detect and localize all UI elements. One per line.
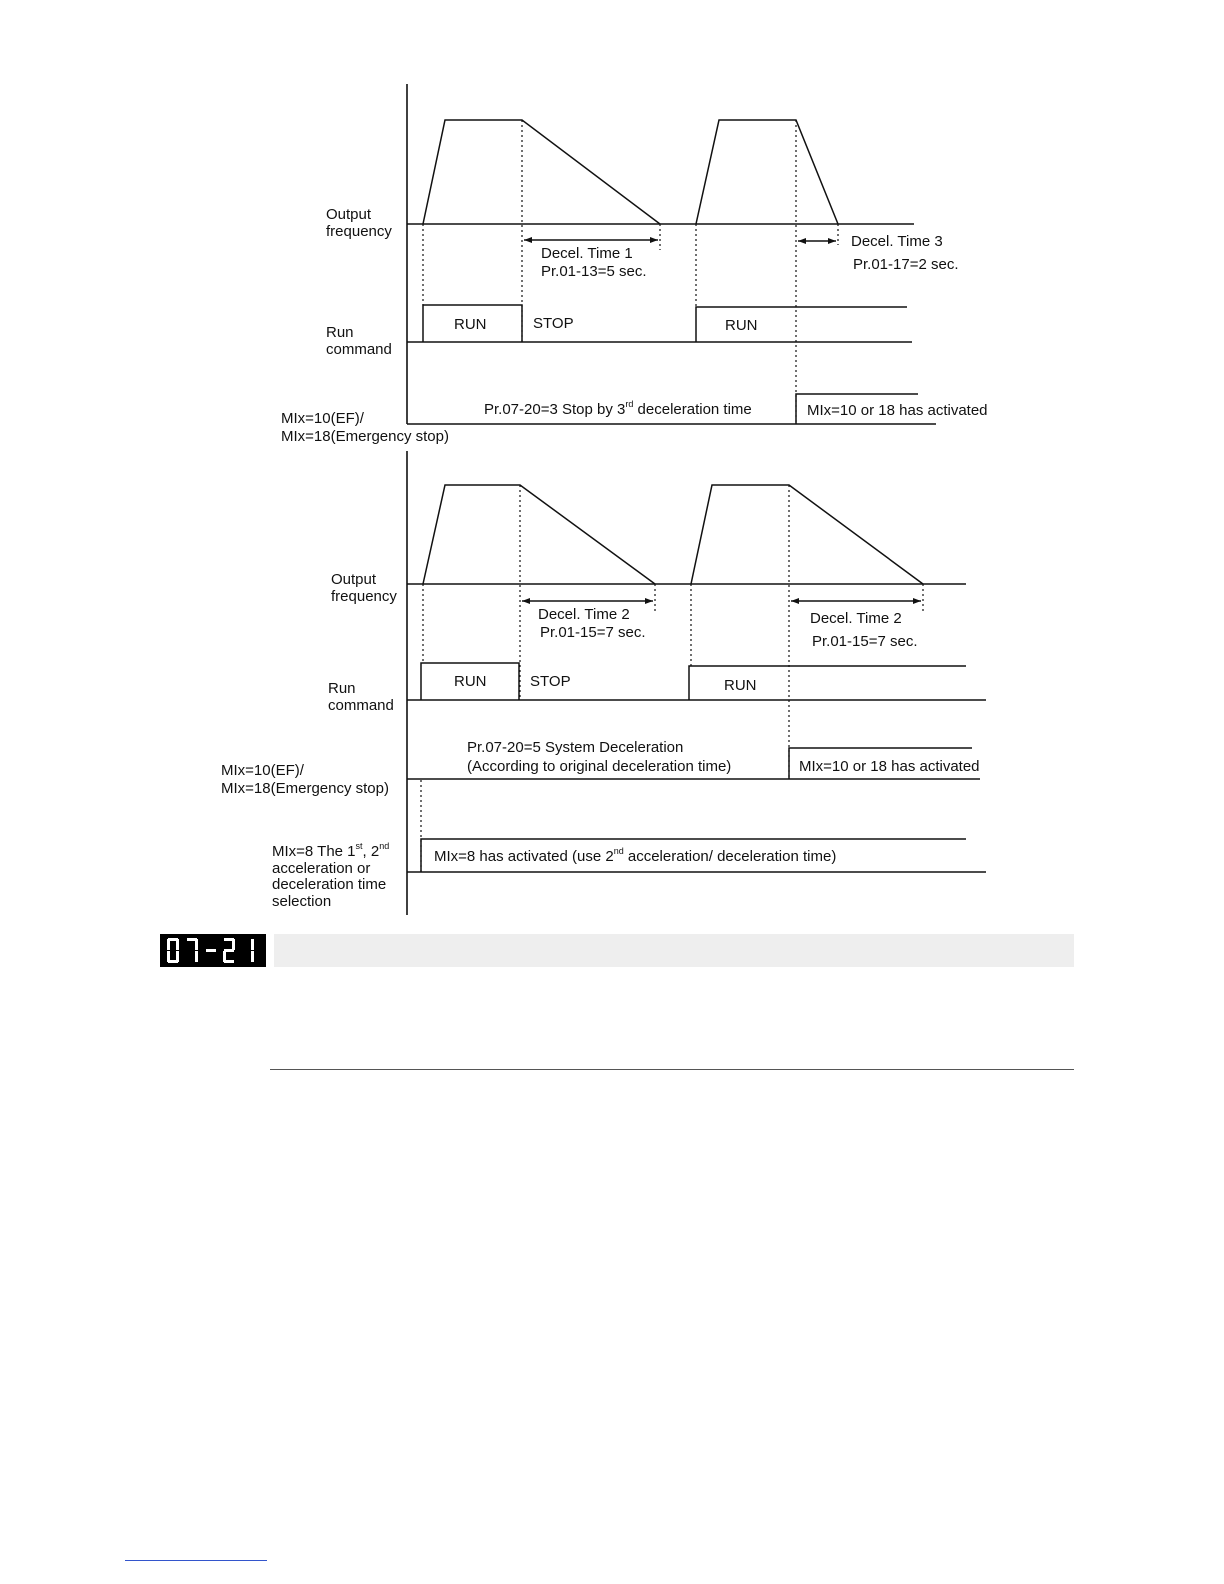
- output-frequency-label-2: Output: [331, 571, 377, 588]
- frequency-profile-3: [423, 485, 655, 584]
- output-frequency-label: Output: [326, 206, 372, 223]
- svg-text:Pr.01-17=2 sec.: Pr.01-17=2 sec.: [853, 256, 959, 273]
- separator-rule: [270, 1069, 1074, 1070]
- parameter-header: [160, 934, 1074, 967]
- emergency-label-2: MIx=10(EF)/: [221, 762, 304, 779]
- run-label-4: RUN: [724, 677, 757, 694]
- frequency-profile-4: [691, 485, 923, 584]
- segment-b: [176, 939, 179, 950]
- emergency-label: MIx=10(EF)/: [281, 410, 364, 427]
- svg-text:Pr.01-15=7 sec.: Pr.01-15=7 sec.: [540, 624, 646, 641]
- mix8-activated-note: MIx=8 has activated (use 2nd acceleration/ deceleration time): [434, 846, 837, 865]
- run-label: RUN: [454, 316, 487, 333]
- decel-time-2-label-b: Decel. Time 2: [810, 610, 902, 627]
- svg-text:(According to original deceler: (According to original deceleration time): [467, 758, 732, 775]
- decel-time-1-label: Decel. Time 1: [541, 245, 633, 262]
- segment-b: [232, 939, 235, 950]
- parameter-code-display: [160, 934, 266, 967]
- run-label-2: RUN: [725, 317, 758, 334]
- segment-f: [167, 939, 170, 950]
- svg-text:MIx=18(Emergency stop): MIx=18(Emergency stop): [221, 780, 389, 797]
- activated-note: MIx=10 or 18 has activated: [807, 402, 988, 419]
- svg-text:Pr.01-13=5 sec.: Pr.01-13=5 sec.: [541, 263, 647, 280]
- decel-time-2-label: Decel. Time 2: [538, 606, 630, 623]
- segment-c: [251, 951, 254, 962]
- segment-d: [224, 960, 234, 963]
- segment-b: [195, 939, 198, 950]
- stop-by-3rd-decel-note: Pr.07-20=3 Stop by 3rd deceleration time: [484, 399, 752, 418]
- diagram-1: [281, 84, 988, 445]
- segment-g: [206, 949, 216, 952]
- decel-time-3-label: Decel. Time 3: [851, 233, 943, 250]
- activated-note-2: MIx=10 or 18 has activated: [799, 758, 980, 775]
- svg-text:acceleration or: acceleration or: [272, 860, 371, 877]
- svg-text:deceleration time: deceleration time: [272, 876, 387, 893]
- segment-c: [195, 951, 198, 962]
- frequency-profile-1: [423, 120, 660, 224]
- footer-link-underline: [125, 1560, 267, 1561]
- stop-label-2: STOP: [530, 673, 571, 690]
- svg-text:MIx=18(Emergency stop): MIx=18(Emergency stop): [281, 428, 449, 445]
- run-command-label-2: Run: [328, 680, 356, 697]
- run-label-3: RUN: [454, 673, 487, 690]
- svg-text:frequency: frequency: [331, 588, 397, 605]
- system-decel-note: Pr.07-20=5 System Deceleration: [467, 739, 684, 756]
- segment-b: [251, 939, 254, 950]
- accel-selection-label: MIx=8 The 1st, 2nd: [272, 841, 390, 860]
- svg-text:frequency: frequency: [326, 223, 392, 240]
- svg-text:command: command: [326, 341, 392, 358]
- svg-text:command: command: [328, 697, 394, 714]
- diagram-2: [221, 451, 986, 915]
- seven-segment-display: [160, 934, 266, 967]
- parameter-title-strip: [274, 934, 1074, 967]
- segment-e: [167, 951, 170, 962]
- svg-text:selection: selection: [272, 893, 332, 910]
- run-command-label: Run: [326, 324, 354, 341]
- stop-label: STOP: [533, 315, 574, 332]
- frequency-profile-2: [696, 120, 838, 224]
- svg-text:Pr.01-15=7 sec.: Pr.01-15=7 sec.: [812, 633, 918, 650]
